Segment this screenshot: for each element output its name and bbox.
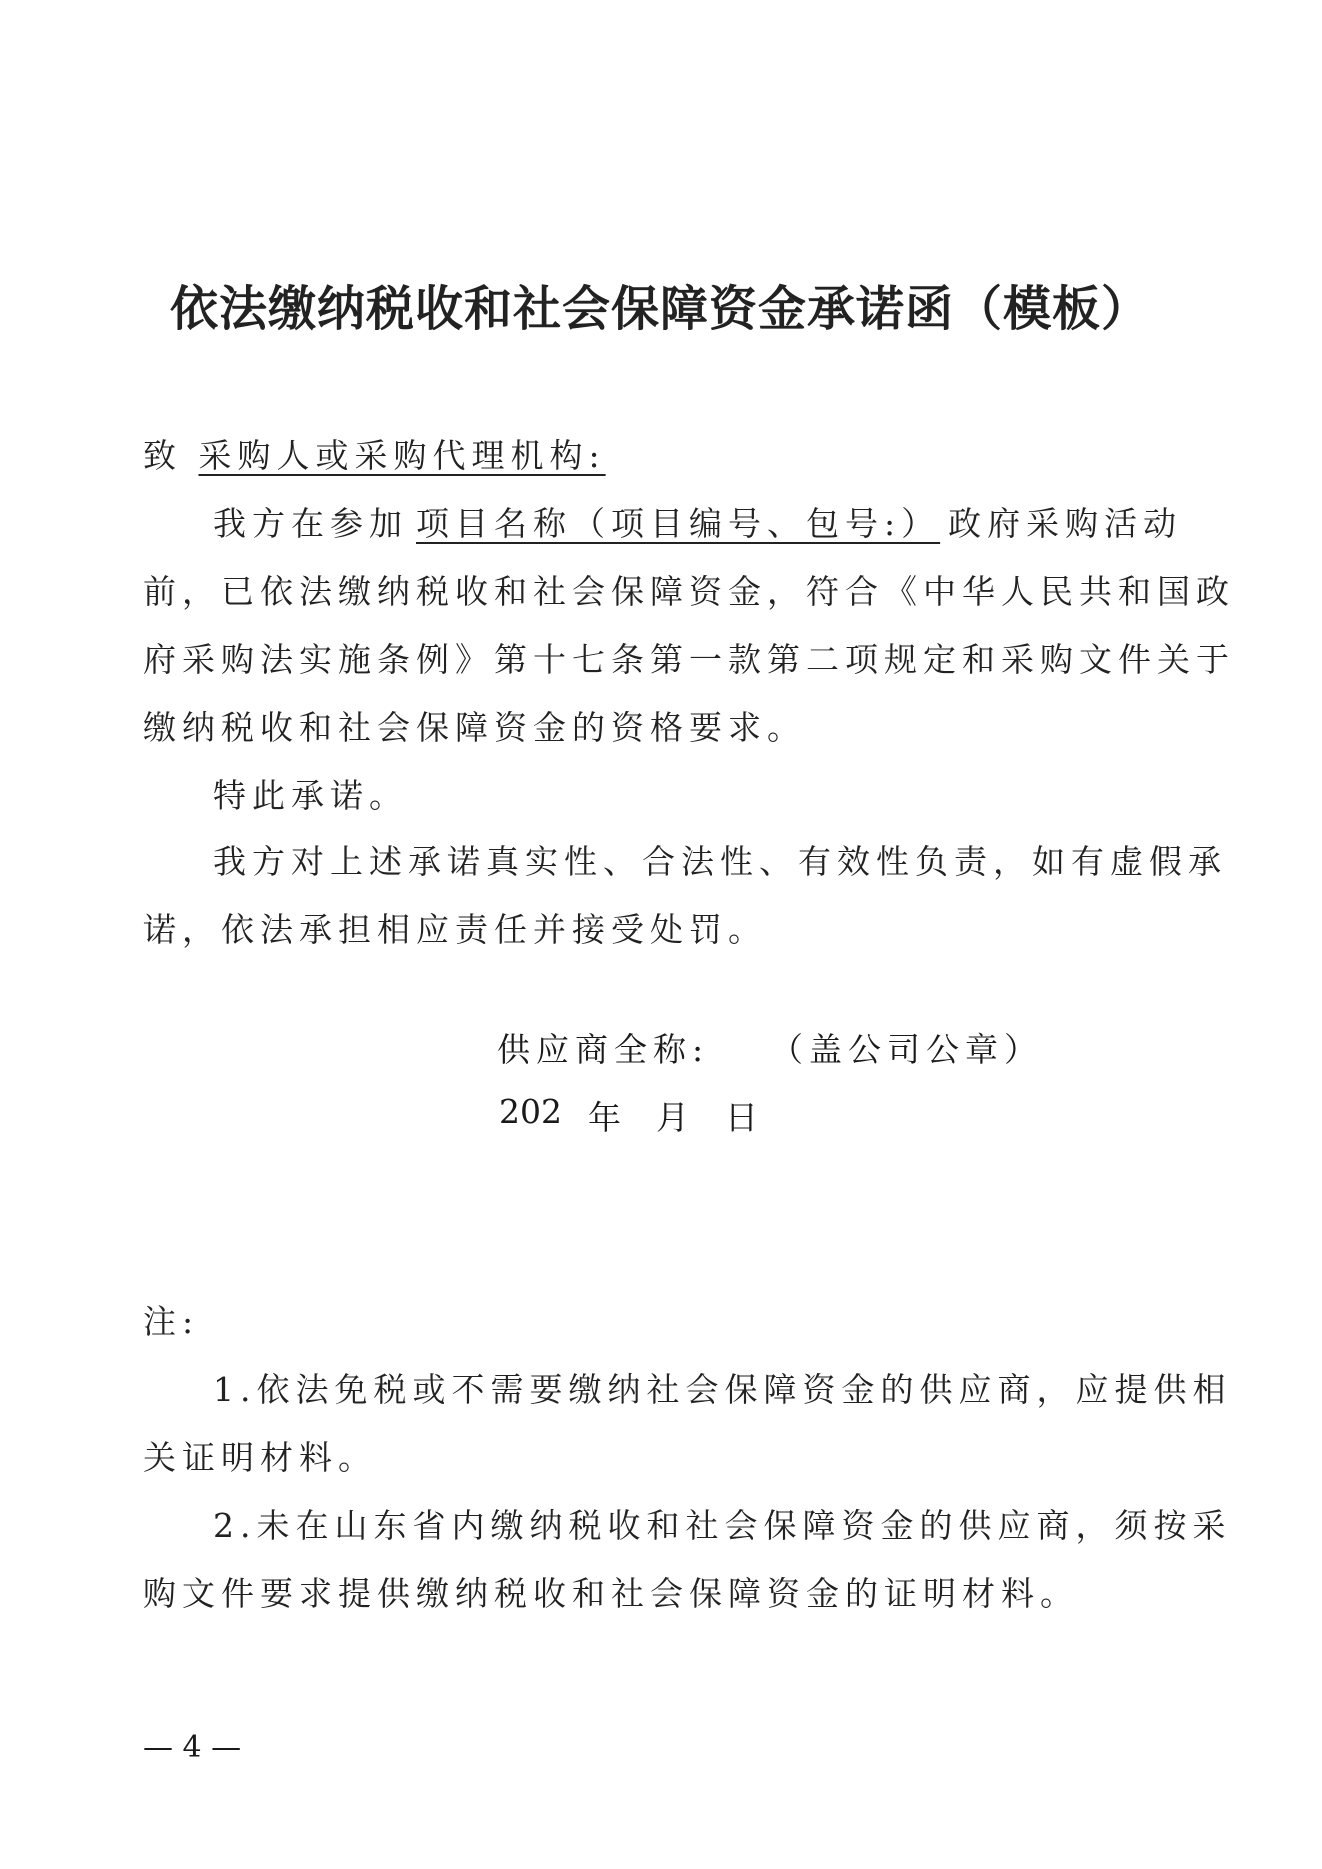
paragraph-3-line-2: 诺，依法承担相应责任并接受处罚。 bbox=[143, 910, 767, 949]
date-year: 202 bbox=[499, 1092, 562, 1131]
note-2-line-1: 2.未在山东省内缴纳税收和社会保障资金的供应商，须按采 bbox=[213, 1506, 1232, 1545]
p1-suffix: 政府采购活动 bbox=[948, 504, 1183, 543]
company-seal-note: （盖公司公章） bbox=[770, 1030, 1043, 1069]
addressee-name: 采购人或采购代理机构: bbox=[198, 436, 606, 475]
supplier-name-label: 供应商全称: bbox=[497, 1030, 710, 1069]
date-month-label: 月 bbox=[656, 1098, 689, 1137]
note-2-line-2: 购文件要求提供缴纳税收和社会保障资金的证明材料。 bbox=[143, 1574, 1079, 1613]
page-number: — 4 — bbox=[143, 1730, 242, 1765]
note-1-line-1: 1.依法免税或不需要缴纳社会保障资金的供应商，应提供相 bbox=[213, 1370, 1232, 1409]
note-1-line-2: 关证明材料。 bbox=[143, 1438, 377, 1477]
date-day-label: 日 bbox=[725, 1098, 758, 1137]
p1-prefix: 我方在参加 bbox=[213, 504, 408, 543]
document-title: 依法缴纳税收和社会保障资金承诺函（模板） bbox=[169, 281, 1150, 337]
project-name-field: 项目名称（项目编号、包号:） bbox=[416, 504, 941, 543]
paragraph-2: 特此承诺。 bbox=[213, 776, 408, 815]
addressee-prefix: 致 bbox=[143, 436, 182, 475]
paragraph-1-line-2: 前，已依法缴纳税收和社会保障资金，符合《中华人民共和国政 bbox=[143, 572, 1235, 611]
paragraph-1-line-3: 府采购法实施条例》第十七条第一款第二项规定和采购文件关于 bbox=[143, 640, 1235, 679]
addressee-line bbox=[143, 430, 606, 477]
paragraph-1-line-1 bbox=[213, 498, 1182, 545]
paragraph-1-line-4: 缴纳税收和社会保障资金的资格要求。 bbox=[143, 708, 806, 747]
paragraph-3-line-1: 我方对上述承诺真实性、合法性、有效性负责，如有虚假承 bbox=[213, 842, 1227, 881]
notes-heading: 注: bbox=[143, 1302, 200, 1341]
date-year-label: 年 bbox=[588, 1098, 621, 1137]
